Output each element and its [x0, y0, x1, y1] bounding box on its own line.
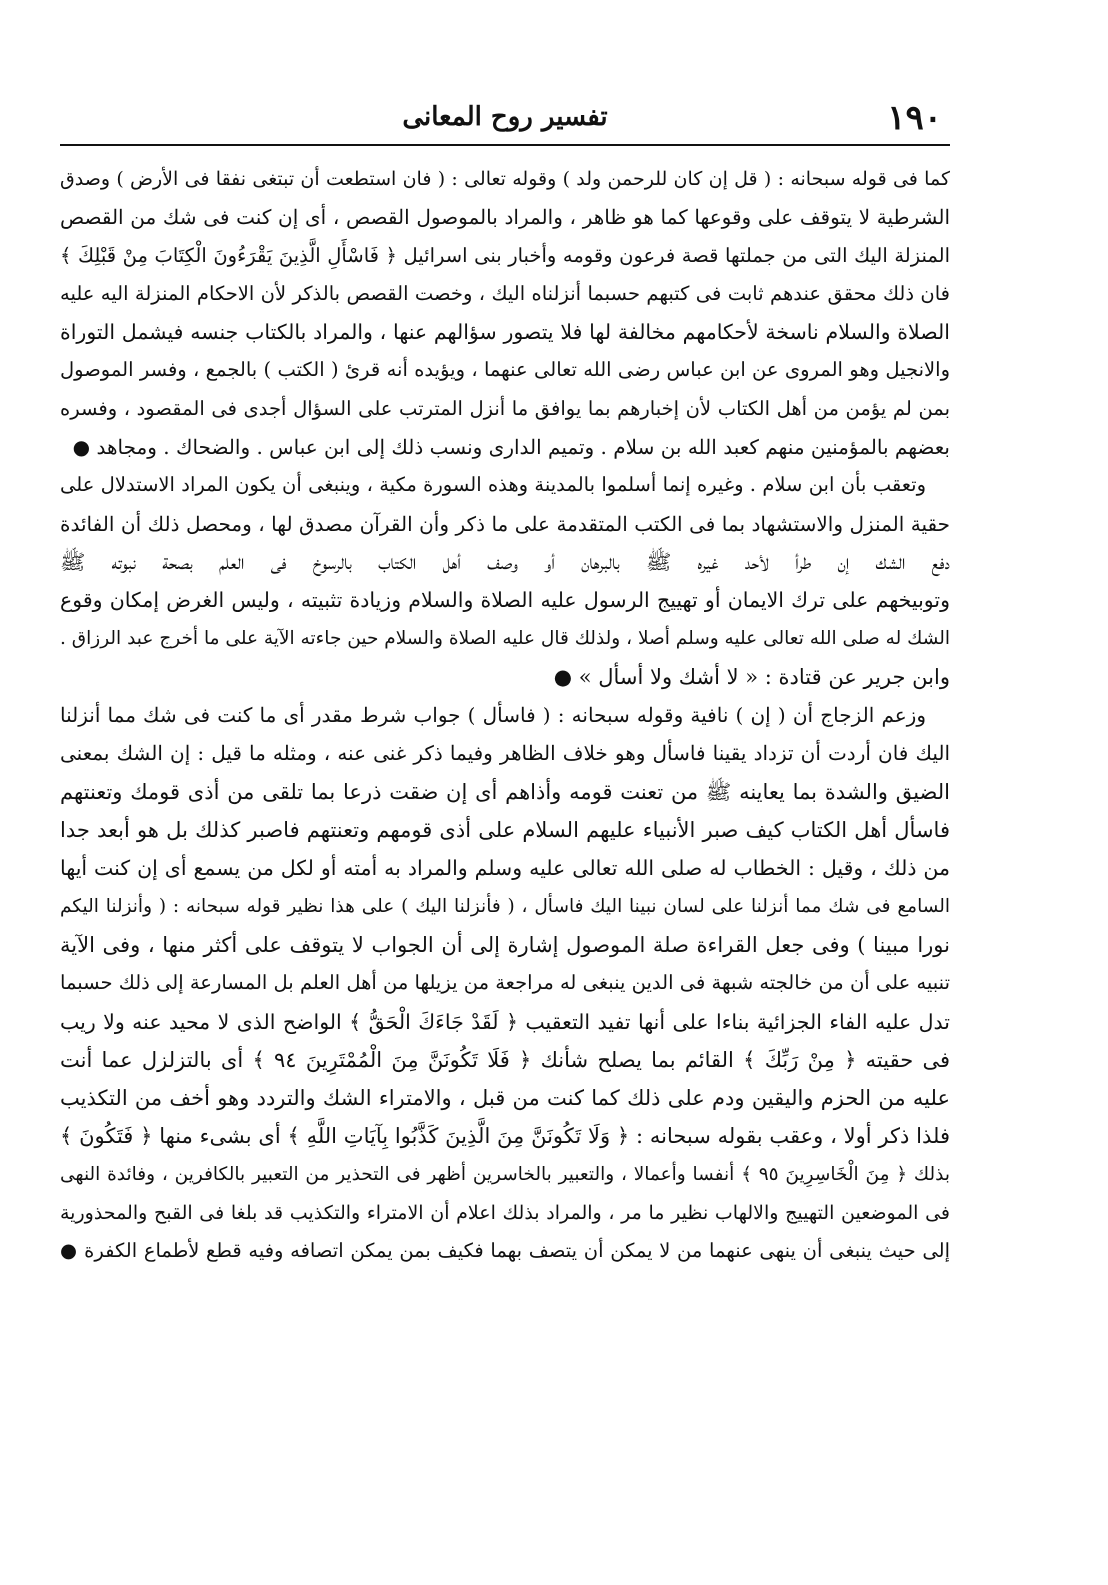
text-line: عليه من الحزم واليقين ودم على ذلك كما كنت من قبل ، والامتراء الشك والتردد وهو أخف من التكذيب — [60, 1086, 950, 1111]
text-line: المنزلة اليك التى من جملتها قصة فرعون وقومه وأخبار بنى اسرائيل ﴿ فَاسْأَلِ الَّذِينَ يَقْرَءُونَ الْكِتَابَ مِنْ قَبْلِكَ ﴾ — [60, 243, 950, 267]
text-line: نورا مبينا ) وفى جعل القراءة صلة الموصول إشارة إلى أن الجواب لا يتوقف على أكثر منها ، وفى الآية — [60, 932, 950, 957]
text-line: فى الموضعين التهييج والالهاب نظير ما مر ، والمراد بذلك اعلام أن الامتراء والتكذيب قد بلغا فى القبح والمحذورية — [60, 1202, 950, 1225]
text-line: الشرطية لا يتوقف على وقوعها كما هو ظاهر ، والمراد بالموصول القصص ، أى إن كنت فى شك من القصص — [60, 205, 950, 230]
page-number: ١٩٠ — [887, 98, 942, 138]
page — [60, 92, 950, 1542]
text-line: فلذا ذكر أولا ، وعقب بقوله سبحانه : ﴿ وَلَا تَكُونَنَّ مِنَ الَّذِينَ كَذَّبُوا بِآيَاتِ اللَّهِ ﴾ أى بشىء منها ﴿ فَتَكُونَ ﴾ — [60, 1124, 950, 1149]
text-line: فان ذلك محقق عندهم ثابت فى كتبهم حسبما أنزلناه اليك ، وخصت القصص بالذكر لأن الاحكام المنزلة اليه عليه — [60, 281, 950, 305]
text-line: تدل عليه الفاء الجزائية بناءا على أنها تفيد التعقيب ﴿ لَقَدْ جَاءَكَ الْحَقُّ ﴾ الواضح الذى لا محيد عنه ولا ريب — [60, 1009, 950, 1034]
text-line: وتوبيخهم على ترك الايمان أو تهييج الرسول عليه الصلاة والسلام وزيادة تثبيته ، وليس الغرض إمكان وقوع — [60, 588, 950, 613]
text-line: بعضهم بالمؤمنين منهم كعبد الله بن سلام . وتميم الدارى ونسب ذلك إلى ابن عباس . والضحاك . ومجاهد ● — [72, 435, 950, 460]
text-line: بمن لم يؤمن من أهل الكتاب لأن إخبارهم بما يوافق ما أنزل المترتب على السؤال أجدى فى المقصود ، وفسره — [60, 396, 950, 420]
text-line: فاسأل أهل الكتاب كيف صبر الأنبياء عليهم السلام على أذى قومهم وتعنتهم فاصبر كذلك بل هو أبعد جدا — [60, 818, 950, 843]
text-line: حقية المنزل والاستشهاد بما فى الكتب المتقدمة على ما ذكر وأن القرآن مصدق لها ، ومحصل ذلك أن الفائدة — [60, 511, 950, 536]
text-line: الصلاة والسلام ناسخة لأحكامهم مخالفة لها فلا يتصور سؤالهم عنها ، والمراد بالكتاب جنسه فيشمل التوراة — [60, 320, 950, 345]
text-line: وزعم الزجاج أن ( إن ) نافية وقوله سبحانه : ( فاسأل ) جواب شرط مقدر أى ما كنت فى شك مما أنزلنا — [60, 703, 926, 728]
text-line: تنبيه على أن من خالجته شبهة فى الدين ينبغى له مراجعة من يزيلها من أهل العلم بل المسارعة إلى ذلك حسبما — [60, 971, 950, 995]
text-line: من ذلك ، وقيل : الخطاب له صلى الله تعالى عليه وسلم والمراد به أمته أو لكل من يسمع أى إن كنت أيها — [60, 856, 950, 881]
text-line: دفع الشك إن طرأ لأحد غيره ﷺ بالبرهان أو وصف أهل الكتاب بالرسوخ فى العلم بصحة نبوته ﷺ — [60, 549, 950, 574]
running-title: تفسير روح المعانى — [402, 102, 608, 132]
text-line: السامع فى شك مما أنزلنا على لسان نبينا اليك فاسأل ، ( فأنزلنا اليك ) على هذا نظير قوله سبحانه : ( وأنزلنا اليكم — [60, 895, 950, 917]
text-line: الضيق والشدة بما يعاينه ﷺ من تعنت قومه وأذاهم أى إن ضقت ذرعا بما تلقى من أذى قومك وتعنتهم — [60, 779, 950, 804]
text-line: وابن جرير عن قتادة : « لا أشك ولا أسأل » ● — [553, 664, 950, 689]
text-line: فى حقيته ﴿ مِنْ رَبِّكَ ﴾ القائم بما يصلح شأنك ﴿ فَلَا تَكُونَنَّ مِنَ الْمُمْتَرِينَ ٩٤ ﴾ أى بالتزلزل عما أنت — [60, 1047, 950, 1072]
page-header — [60, 92, 950, 146]
text-line: كما فى قوله سبحانه : ( قل إن كان للرحمن ولد ) وقوله تعالى : ( فان استطعت أن تبتغى نفقا فى الأرض ) وصدق — [60, 168, 950, 190]
text-line: والانجيل وهو المروى عن ابن عباس رضى الله تعالى عنهما ، ويؤيده أنه قرئ ( الكتب ) بالجمع ، وفسر الموصول — [60, 358, 950, 382]
text-line: بذلك ﴿ مِنَ الْخَاسِرِينَ ٩٥ ﴾ أنفسا وأعمالا ، والتعبير بالخاسرين أظهر فى التحذير من التعبير بالكافرين ، وفائدة النهى — [60, 1163, 950, 1185]
body-text — [60, 160, 950, 1271]
text-line: وتعقب بأن ابن سلام . وغيره إنما أسلموا بالمدينة وهذه السورة مكية ، وينبغى أن يكون المراد الاستدلال على — [60, 473, 926, 497]
text-line: الشك له صلى الله تعالى عليه وسلم أصلا ، ولذلك قال عليه الصلاة والسلام حين جاءته الآية على ما أخرج عبد الرزاق . — [60, 627, 950, 649]
text-line: اليك فان أردت أن تزداد يقينا فاسأل وهو خلاف الظاهر وفيما ذكر غنى عنه ، ومثله ما قيل : إن الشك بمعنى — [60, 741, 950, 766]
text-line: إلى حيث ينبغى أن ينهى عنهما من لا يمكن أن يتصف بهما فكيف بمن يمكن اتصافه وفيه قطع لأطماع الكفرة ● — [60, 1239, 950, 1263]
